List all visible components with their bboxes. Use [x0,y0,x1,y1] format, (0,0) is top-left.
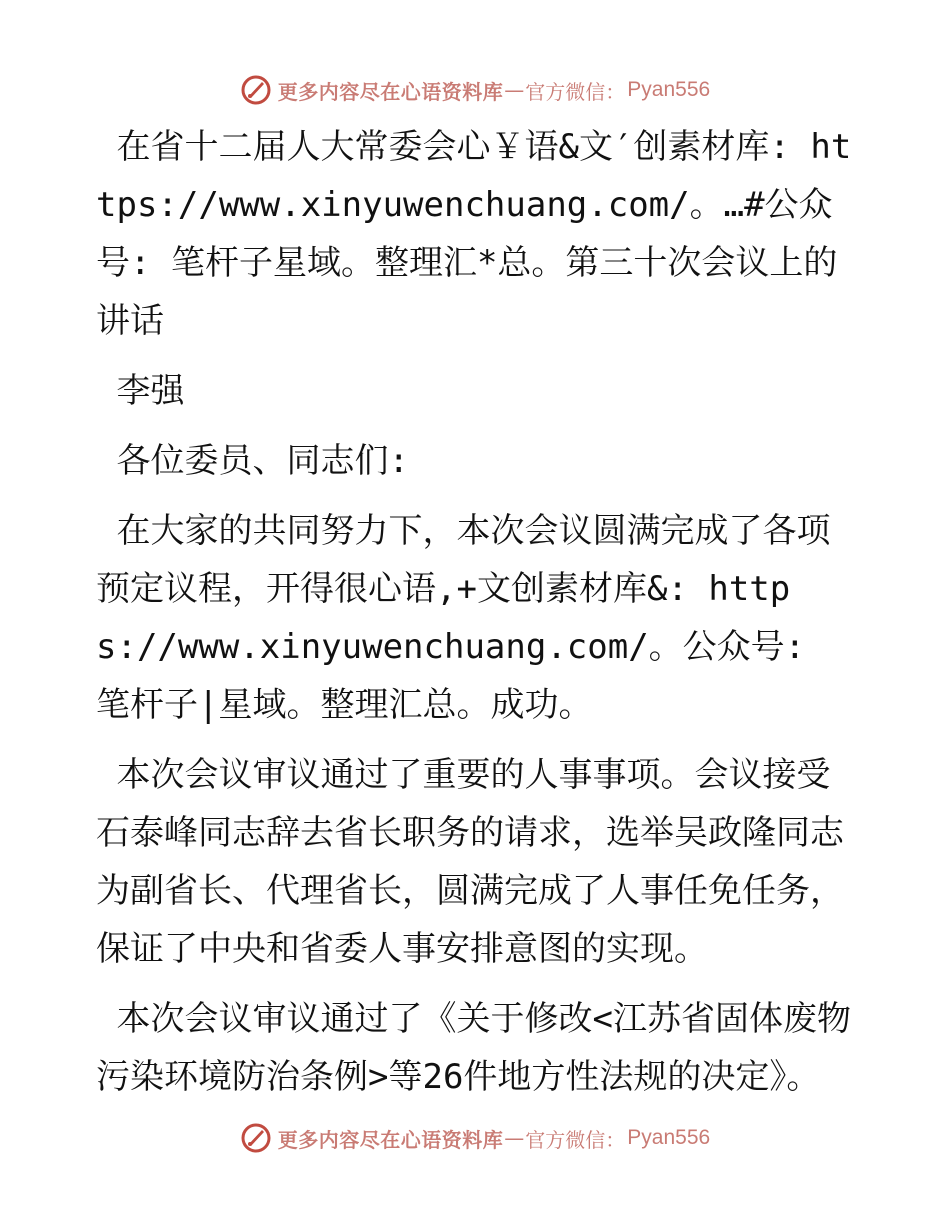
banner-wechat-label: 官方微信： [525,1127,626,1152]
footer-banner [0,1118,950,1158]
paragraph-regulations: 本次会议审议通过了《关于修改<江苏省固体废物污染环境防治条例>等26件地方性法规的决定》。 [96,999,851,1097]
banner-wechat-label: 官方微信： [525,79,626,104]
paragraph-personnel: 本次会议审议通过了重要的人事事项。会议接受石泰峰同志辞去省长职务的请求，选举吴政隆同志为副省长、代理省长，圆满完成了人事任免任务，保证了中央和省委人事安排意图的实现。 [96,755,844,969]
header-banner [0,70,950,110]
banner-dash: — [504,78,525,102]
banner-main-text: 更多内容尽在心语资料库 [277,1127,504,1152]
paragraph-intro: 在大家的共同努力下，本次会议圆满完成了各项预定议程，开得很心语,+文创素材库&: https://www.xinyuwenchuang.com/。公众号: 笔杆子|星域。整理汇总。成功。 [96,511,831,725]
banner-wechat-id: Pyan556 [627,78,711,101]
quill-logo-icon [240,74,272,106]
quill-logo-icon [240,1122,272,1154]
banner-main-text: 更多内容尽在心语资料库 [277,79,504,104]
banner-wechat-id: Pyan556 [627,1126,711,1149]
paragraph-author: 李强 [96,371,185,411]
banner-dash: — [504,1126,525,1150]
paragraph-title: 在省十二届人大常委会心￥语&文′创素材库: https://www.xinyuwenchuang.com/。…#公众号: 笔杆子星域。整理汇*总。第三十次会议上的讲话 [96,127,852,341]
document-body [96,118,856,1106]
paragraph-salutation: 各位委员、同志们: [96,441,409,481]
